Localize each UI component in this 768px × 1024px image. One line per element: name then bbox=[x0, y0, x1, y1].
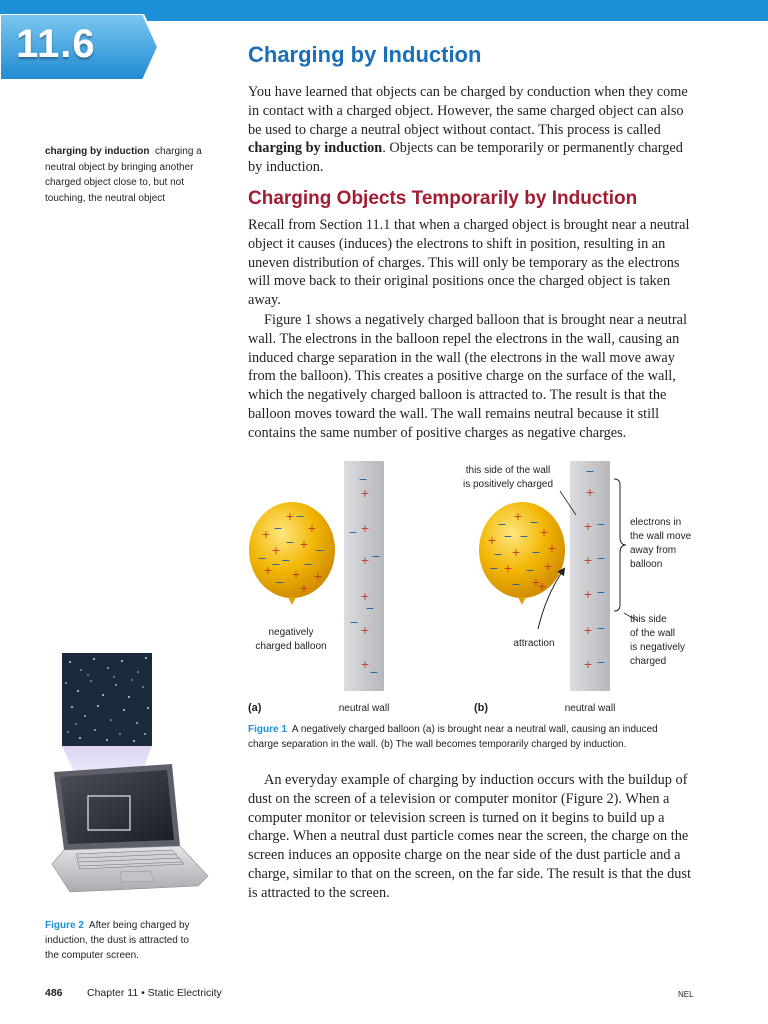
balloon-label-line2: charged balloon bbox=[255, 641, 327, 652]
svg-text:+: + bbox=[583, 520, 593, 533]
svg-text:−: − bbox=[348, 526, 358, 539]
svg-text:+: + bbox=[583, 554, 593, 567]
svg-text:+: + bbox=[271, 544, 281, 557]
panel-b bbox=[463, 461, 692, 714]
figure-2-caption-text: After being charged by induction, the dust is attracted to the computer screen. bbox=[45, 920, 190, 961]
svg-text:−: − bbox=[371, 550, 381, 563]
svg-text:+: + bbox=[263, 564, 273, 577]
svg-text:+: + bbox=[513, 510, 523, 523]
svg-text:+: + bbox=[360, 658, 370, 671]
svg-text:−: − bbox=[529, 516, 539, 529]
electrons-line4: balloon bbox=[630, 559, 663, 570]
svg-text:−: − bbox=[295, 510, 305, 523]
svg-text:+: + bbox=[487, 534, 497, 547]
wall-label-b: neutral wall bbox=[564, 703, 616, 714]
svg-text:+: + bbox=[307, 522, 317, 535]
panel-a bbox=[248, 461, 389, 714]
svg-text:−: − bbox=[273, 522, 283, 535]
svg-text:−: − bbox=[369, 666, 379, 679]
svg-text:−: − bbox=[271, 558, 281, 571]
svg-text:+: + bbox=[360, 624, 370, 637]
electrons-line1: electrons in bbox=[630, 517, 682, 528]
svg-text:+: + bbox=[313, 570, 323, 583]
svg-text:−: − bbox=[315, 544, 325, 557]
intro-key-term: charging by induction bbox=[248, 140, 383, 157]
svg-text:+: + bbox=[360, 590, 370, 603]
paragraph-dust: An everyday example of charging by induction occurs with the buildup of dust on the screen of a television or computer monitor (Figure 2). When a computer monitor or television screen is turned on it begins to build up a charge. When a neutral dust particle comes near the screen, the charge on the screen induces an opposite charge on the near side of the dust particle and a charge, similar to that on the screen, on the far side. The result is that the dust is attracted to the screen. bbox=[248, 772, 691, 901]
figure-2-label: Figure 2 bbox=[45, 920, 84, 931]
glossary-text: charging a neutral object by bringing another charged object close to, but not touching, the neutral object bbox=[45, 146, 202, 204]
negative-side-line4: charged bbox=[630, 656, 667, 667]
svg-text:+: + bbox=[285, 510, 295, 523]
figure-1-label: Figure 1 bbox=[248, 724, 287, 735]
balloon-label-line1: negatively bbox=[268, 627, 314, 638]
electrons-line3: away from bbox=[630, 545, 677, 556]
svg-text:+: + bbox=[360, 522, 370, 535]
negative-side-line3: is negatively bbox=[630, 642, 686, 653]
svg-text:+: + bbox=[531, 576, 541, 589]
svg-text:−: − bbox=[525, 564, 535, 577]
svg-text:−: − bbox=[596, 586, 606, 599]
svg-text:−: − bbox=[497, 518, 507, 531]
svg-text:−: − bbox=[257, 552, 267, 565]
publisher-mark: NEL bbox=[678, 990, 694, 999]
svg-text:−: − bbox=[365, 602, 375, 615]
svg-text:−: − bbox=[585, 465, 595, 478]
electrons-line2: the wall move bbox=[630, 531, 692, 542]
figure-2-laptop-illustration bbox=[50, 650, 210, 912]
svg-text:−: − bbox=[531, 546, 541, 559]
positive-side-line1: this side of the wall bbox=[465, 465, 551, 476]
svg-text:−: − bbox=[358, 473, 368, 486]
svg-text:−: − bbox=[511, 578, 521, 591]
balloon-knot-b bbox=[518, 597, 526, 605]
wall-label-a: neutral wall bbox=[338, 703, 390, 714]
svg-text:+: + bbox=[585, 486, 595, 499]
panel-a-letter: (a) bbox=[248, 702, 262, 714]
svg-text:+: + bbox=[583, 588, 593, 601]
intro-paragraph bbox=[248, 83, 692, 177]
intro-text-end: . Objects can be temporarily or permanently charged by induction. bbox=[248, 140, 683, 176]
figure-1-caption-text: A negatively charged balloon (a) is brought near a neutral wall, causing an induced charge separation in the wall. (b) The wall becomes temporarily charged by induction. bbox=[248, 724, 658, 750]
svg-text:+: + bbox=[583, 624, 593, 637]
dust-closeup-panel bbox=[62, 653, 152, 746]
svg-text:−: − bbox=[281, 554, 291, 567]
negative-side-line2: of the wall bbox=[630, 628, 676, 639]
glossary-term: charging by induction bbox=[45, 146, 150, 157]
laptop-trackpad bbox=[120, 871, 154, 882]
section-subheading: Charging Objects Temporarily by Induction bbox=[248, 188, 638, 209]
balloon-knot-a bbox=[288, 597, 296, 605]
figure-1-caption bbox=[248, 723, 688, 752]
svg-text:−: − bbox=[275, 576, 285, 589]
svg-text:+: + bbox=[583, 658, 593, 671]
svg-text:−: − bbox=[493, 548, 503, 561]
paragraph-recall: Recall from Section 11.1 that when a charged object is brought near a neutral object it causes (induces) the electrons to shift in position, resulting in an uneven distribution of charges. This will only be temporary as the electrons will move back to their original positions once the charged object is taken away. bbox=[248, 217, 690, 309]
chapter-footer: Chapter 11 • Static Electricity bbox=[87, 987, 222, 999]
svg-text:+: + bbox=[543, 560, 553, 573]
positive-side-line2: is positively charged bbox=[462, 479, 554, 490]
svg-text:+: + bbox=[291, 568, 301, 581]
svg-text:−: − bbox=[596, 622, 606, 635]
negative-side-line1: this side bbox=[630, 614, 667, 625]
figure-1-diagram bbox=[246, 455, 696, 720]
svg-text:−: − bbox=[489, 562, 499, 575]
svg-text:−: − bbox=[303, 558, 313, 571]
laptop-screen bbox=[60, 770, 174, 844]
svg-text:−: − bbox=[596, 656, 606, 669]
page-number: 486 bbox=[45, 987, 63, 999]
svg-text:+: + bbox=[539, 526, 549, 539]
figure-2-caption bbox=[45, 918, 205, 963]
svg-text:−: − bbox=[503, 530, 513, 543]
svg-text:−: − bbox=[596, 518, 606, 531]
svg-text:+: + bbox=[511, 546, 521, 559]
svg-text:+: + bbox=[299, 538, 309, 551]
svg-text:+: + bbox=[360, 554, 370, 567]
svg-text:−: − bbox=[285, 536, 295, 549]
svg-text:−: − bbox=[519, 530, 529, 543]
panel-b-letter: (b) bbox=[474, 702, 489, 714]
attraction-label: attraction bbox=[513, 638, 555, 649]
svg-text:+: + bbox=[503, 562, 513, 575]
svg-text:+: + bbox=[547, 542, 557, 555]
svg-text:+: + bbox=[261, 528, 271, 541]
svg-text:+: + bbox=[299, 582, 309, 595]
brace bbox=[614, 479, 626, 611]
glossary-definition bbox=[45, 144, 205, 206]
paragraph-figure1: Figure 1 shows a negatively charged balloon that is brought near a neutral wall. The electrons in the balloon repel the electrons in the wall, causing an induced charge separation in the wall (the electrons in the wall move away from the balloon). This creates a positive charge on the surface of the wall, which the negatively charged balloon is attracted to. The result is that the balloon moves toward the wall. The wall remains neutral because it still contains the same number of positive charges as negative charges. bbox=[248, 312, 687, 441]
svg-text:−: − bbox=[349, 616, 359, 629]
svg-text:−: − bbox=[596, 552, 606, 565]
intro-text-start: You have learned that objects can be charged by conduction when they come in contact with a charged object. However, the same charged object can also be used to charge a neutral object without contact. This process is called bbox=[248, 84, 688, 138]
svg-text:+: + bbox=[360, 487, 370, 500]
svg-text:+: + bbox=[537, 580, 547, 593]
page-title: Charging by Induction bbox=[248, 42, 482, 67]
section-number: 11.6 bbox=[16, 22, 96, 66]
